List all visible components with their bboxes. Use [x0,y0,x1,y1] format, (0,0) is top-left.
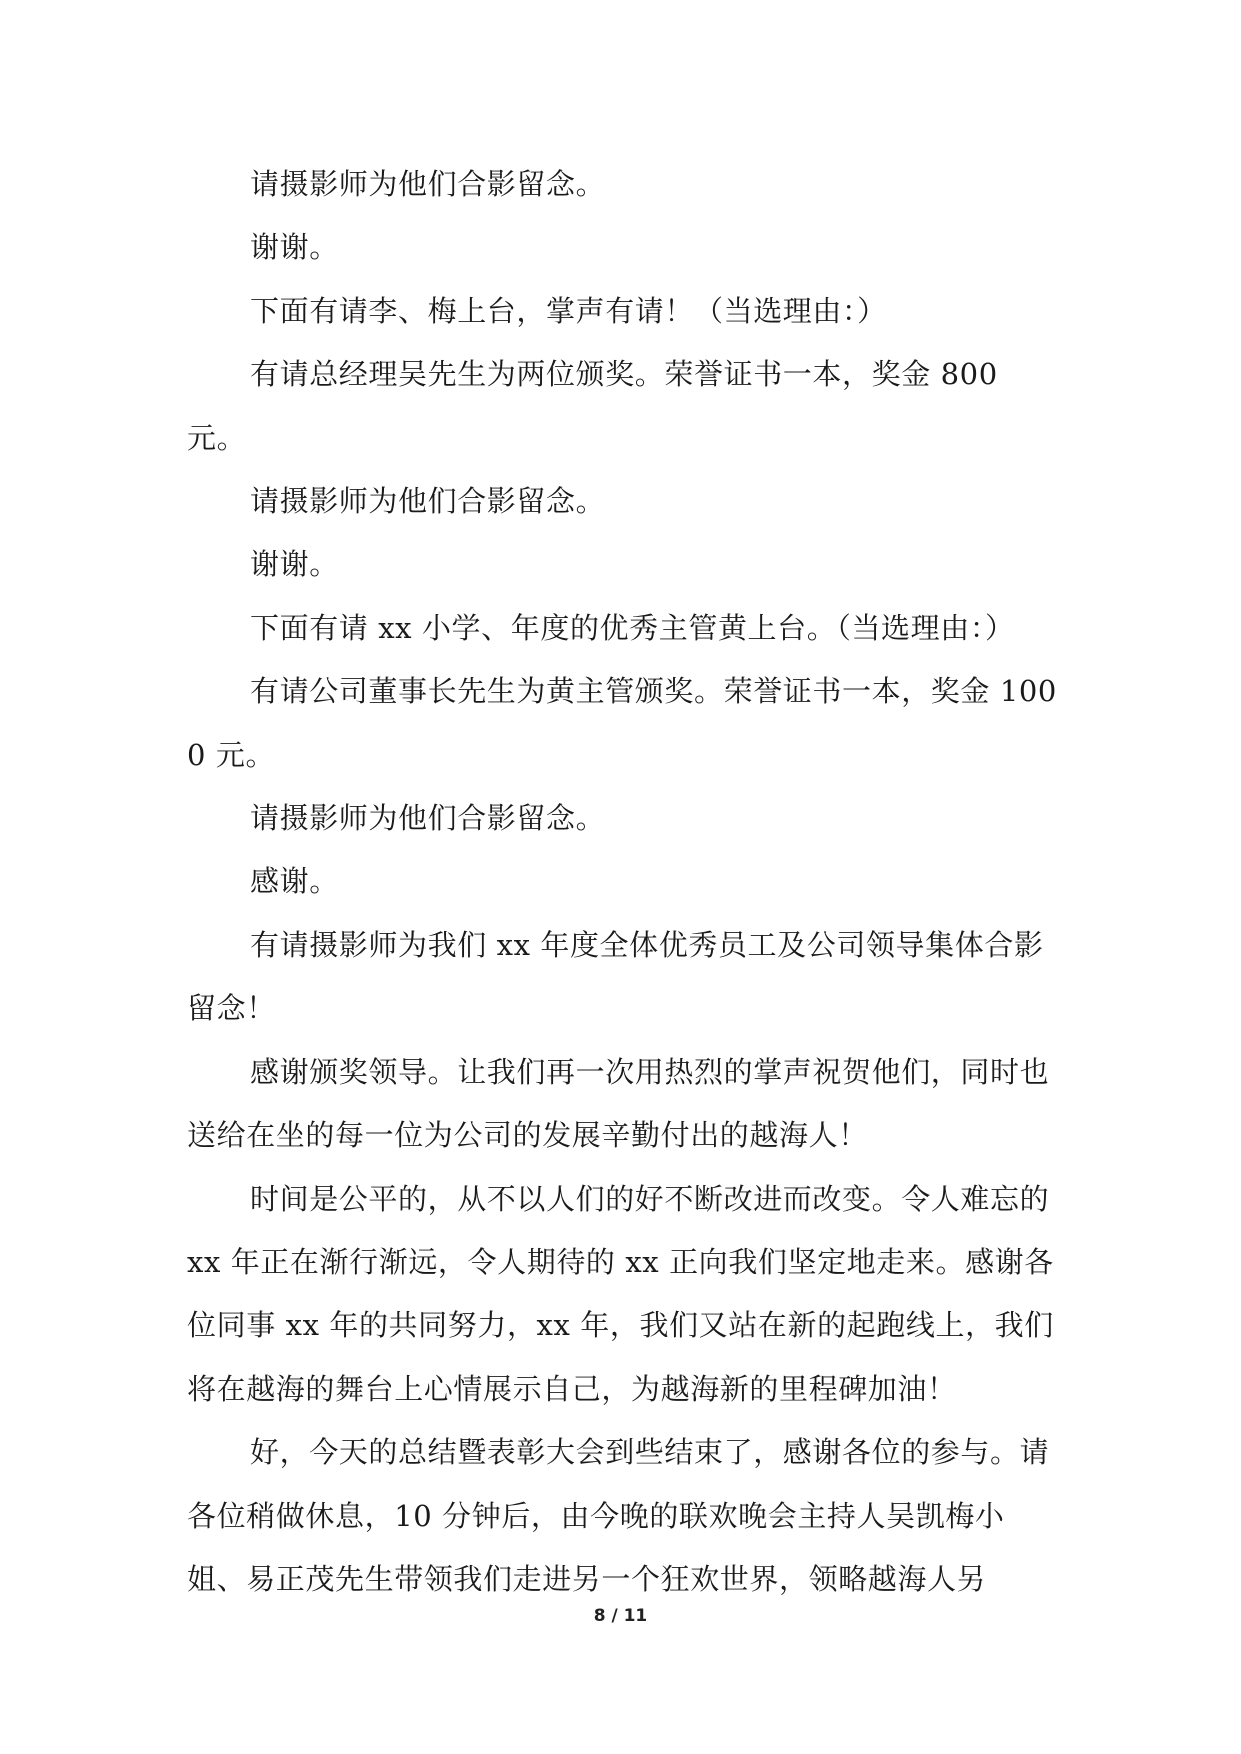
page-number: 8 / 11 [593,1606,648,1626]
paragraph: 好，今天的总结暨表彰大会到些结束了，感谢各位的参与。请各位稍做休息，10 分钟后，由今晚的联欢晚会主持人吴凯梅小姐、易正茂先生带领我们走进另一个狂欢世界，领略越海人另 [187,1435,1050,1596]
paragraph: 下面有请 xx 小学、年度的优秀主管黄上台。（当选理由：） [250,610,1015,645]
paragraph: 下面有请李、梅上台，掌声有请！（当选理由：） [250,293,887,328]
paragraph: 有请摄影师为我们 xx 年度全体优秀员工及公司领导集体合影留念！ [187,927,1044,1026]
paragraph: 有请公司董事长先生为黄主管颁奖。荣誉证书一本，奖金 1000 元。 [187,674,1057,772]
paragraph: 时间是公平的，从不以人们的好不断改进而改变。令人难忘的 xx 年正在渐行渐远，令人期待的 xx 正向我们坚定地走来。感谢各位同事 xx 年的共同努力，xx 年，我们又站在新的起跑线上，我们将在越海的舞台上心情展示自己，为越海新的里程碑加油！ [187,1181,1054,1406]
paragraph: 请摄影师为他们合影留念。 [250,801,606,836]
paragraph: 感谢。 [250,864,339,899]
paragraph: 请摄影师为他们合影留念。 [250,484,606,519]
paragraph: 感谢颁奖领导。让我们再一次用热烈的掌声祝贺他们，同时也送给在坐的每一位为公司的发展辛勤付出的越海人！ [187,1054,1050,1153]
paragraph: 请摄影师为他们合影留念。 [250,167,606,201]
document-body [187,153,1057,1611]
paragraph: 有请总经理吴先生为两位颁奖。荣誉证书一本，奖金 800 元。 [187,357,998,455]
paragraph: 谢谢。 [250,547,339,582]
paragraph: 谢谢。 [250,230,339,265]
